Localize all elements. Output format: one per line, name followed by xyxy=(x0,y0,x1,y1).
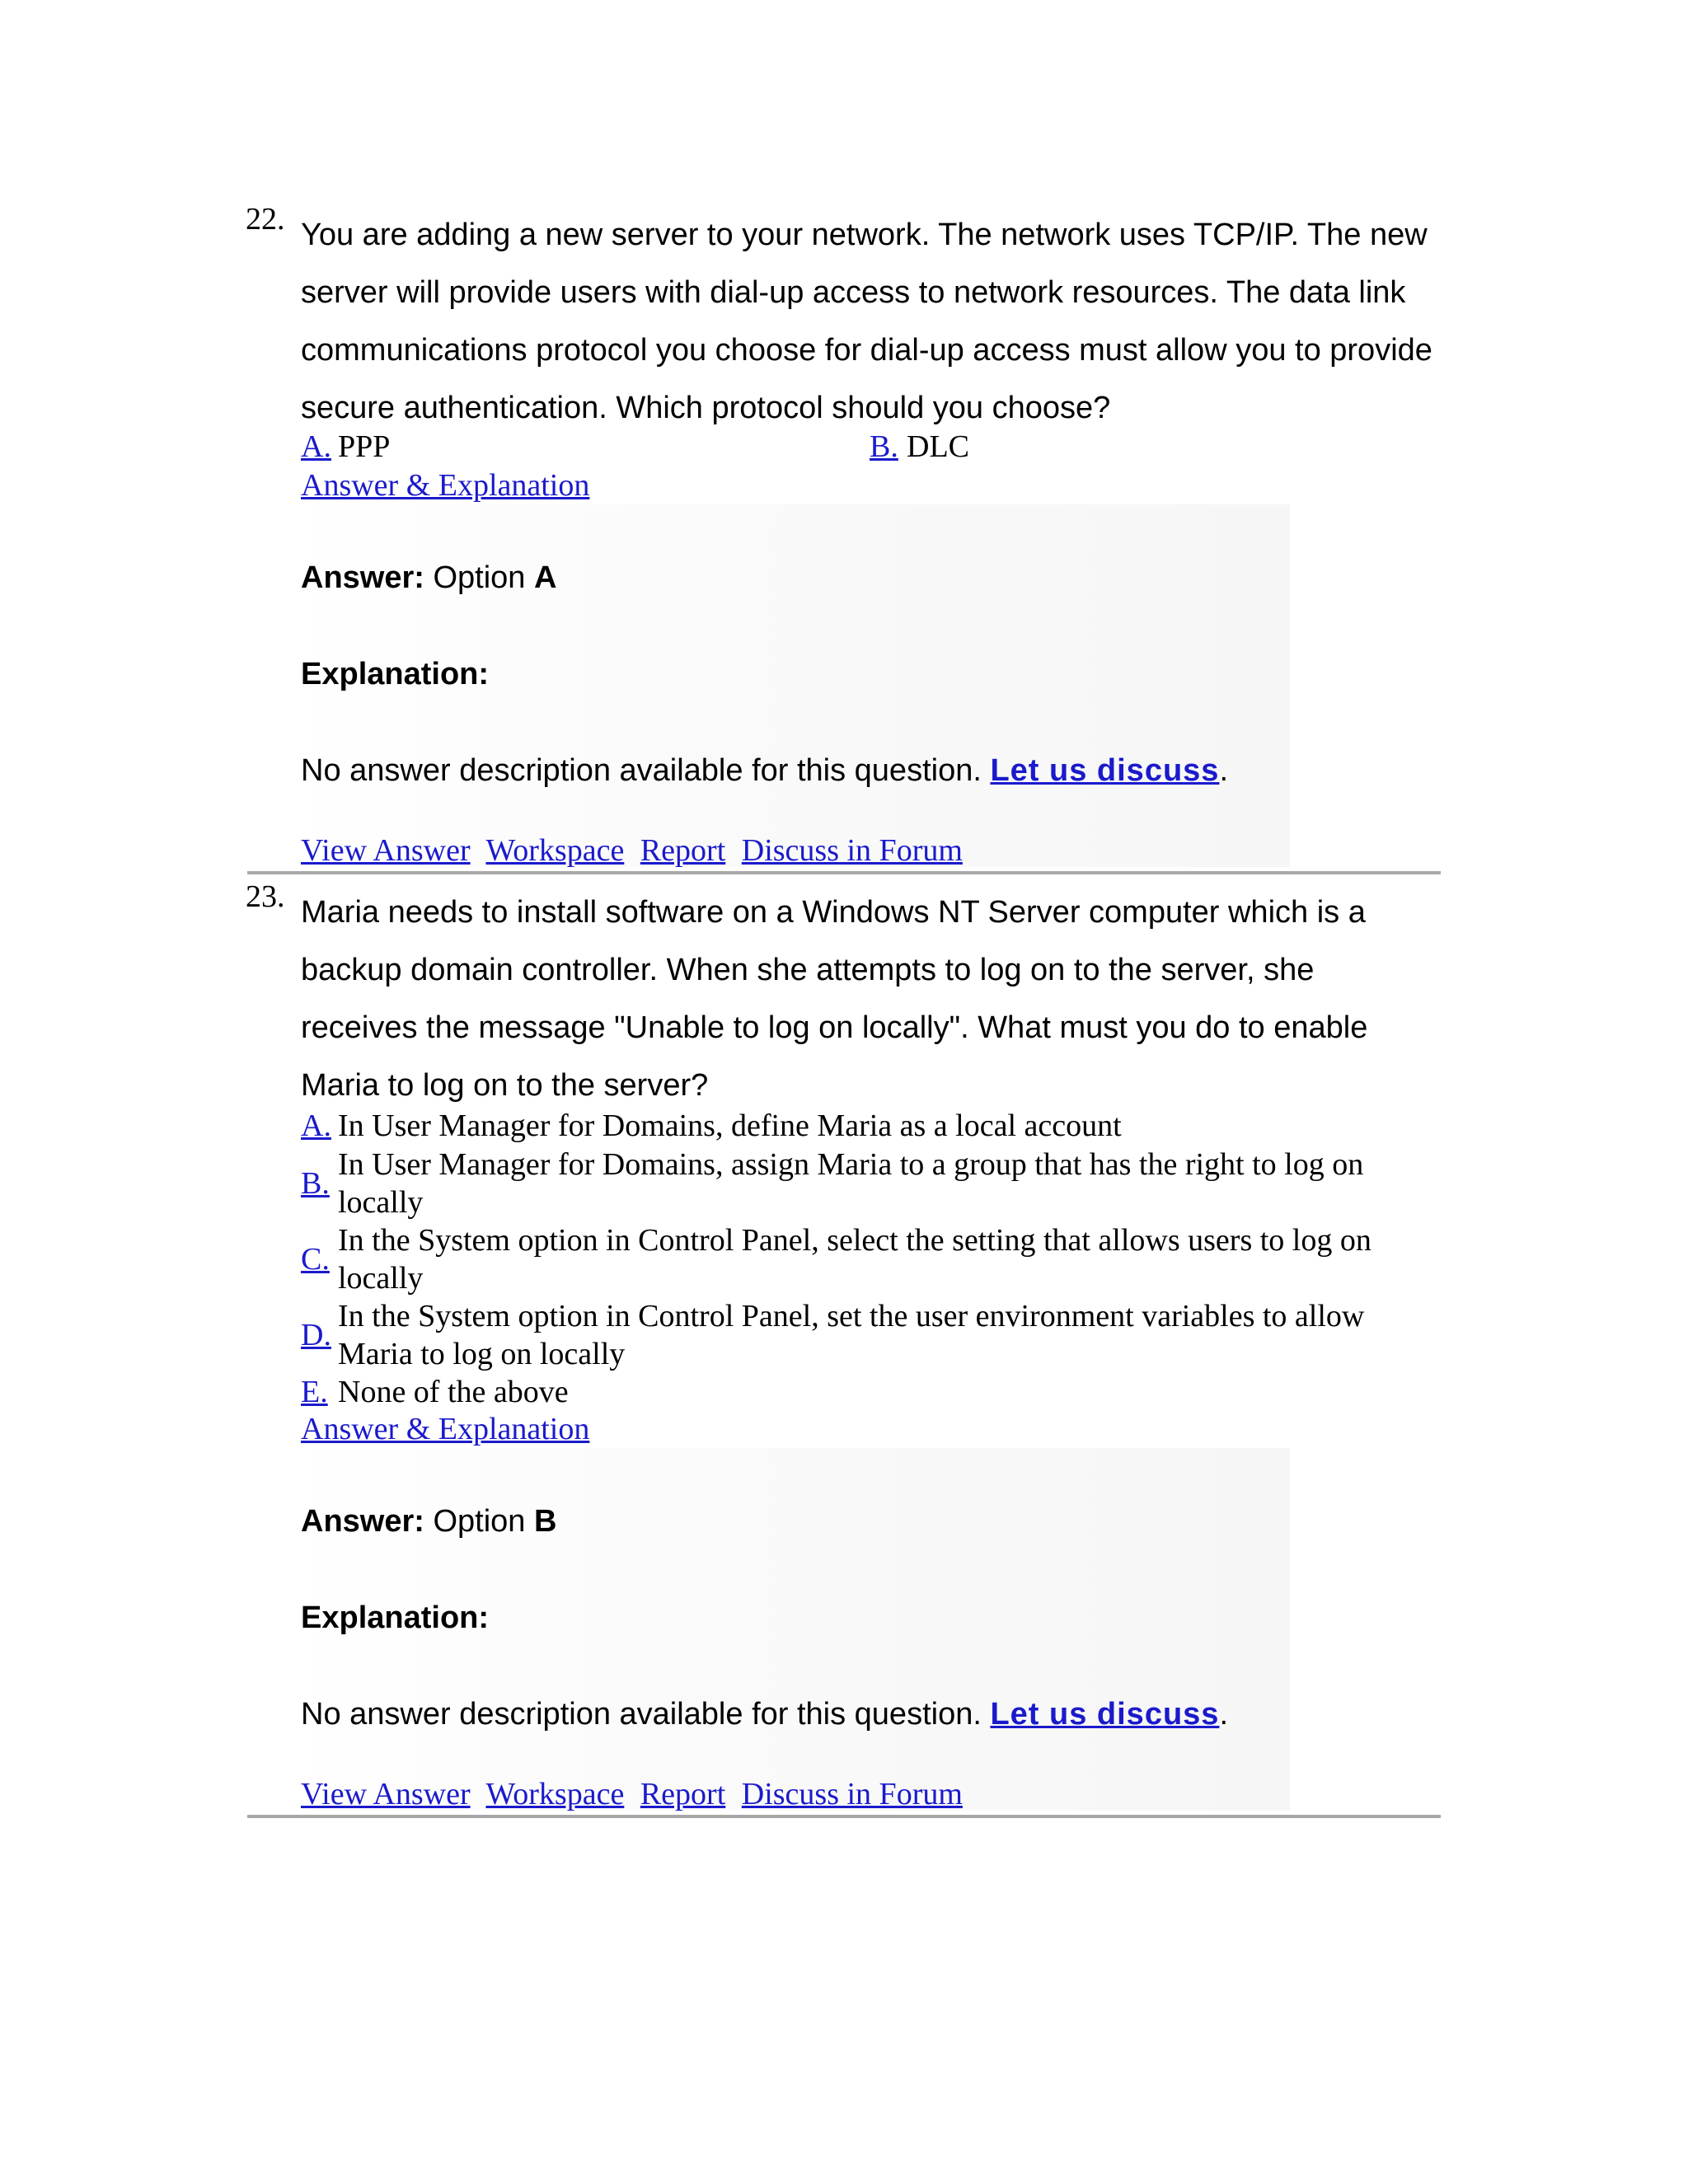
option-letter-link[interactable]: A. xyxy=(301,1108,331,1143)
option-letter-link[interactable]: B. xyxy=(870,429,898,464)
option-c[interactable] xyxy=(301,1221,1409,1297)
discuss-in-forum-link[interactable]: Discuss in Forum xyxy=(741,1777,963,1811)
answer-label: Answer: xyxy=(301,1504,424,1539)
period: . xyxy=(1219,1697,1228,1732)
report-link[interactable]: Report xyxy=(640,833,726,868)
explanation-label: Explanation: xyxy=(301,1601,490,1635)
question-number: 22. xyxy=(246,202,285,237)
option-b[interactable] xyxy=(870,429,969,465)
report-link[interactable]: Report xyxy=(640,1777,726,1811)
option-letter-link[interactable]: D. xyxy=(301,1318,331,1352)
explanation-text-line xyxy=(301,1697,1228,1732)
let-us-discuss-link[interactable]: Let us discuss xyxy=(990,1697,1220,1732)
answer-prefix: Option xyxy=(433,560,526,595)
answer-line xyxy=(301,560,556,596)
divider xyxy=(247,871,1441,874)
option-letter-link[interactable]: A. xyxy=(301,429,331,464)
option-text: None of the above xyxy=(338,1375,569,1409)
option-text: DLC xyxy=(907,429,969,464)
option-letter-link[interactable]: B. xyxy=(301,1166,330,1201)
answer-prefix: Option xyxy=(433,1504,526,1539)
explanation-text: No answer description available for this question. xyxy=(301,1697,982,1732)
option-text: In the System option in Control Panel, set the user environment variables to allow Maria to log on locally xyxy=(338,1299,1365,1371)
question-stem: Maria needs to install software on a Windows NT Server computer which is a backup domain controller. When she attempts to log on to the server, she receives the message "Unable to log on locally". What must you do to enable Maria to log on to the server? xyxy=(301,895,1368,1103)
option-a[interactable] xyxy=(301,429,390,465)
option-letter-link[interactable]: E. xyxy=(301,1375,328,1409)
option-text: In the System option in Control Panel, select the setting that allows users to log on locally xyxy=(338,1223,1372,1296)
divider xyxy=(247,1815,1441,1818)
view-answer-link[interactable]: View Answer xyxy=(301,833,471,868)
answer-value: B xyxy=(534,1504,557,1539)
answer-line xyxy=(301,1504,556,1540)
explanation-text-line xyxy=(301,753,1228,789)
option-text: In User Manager for Domains, assign Maria to a group that has the right to log on locally xyxy=(338,1147,1364,1220)
workspace-link[interactable]: Workspace xyxy=(485,833,625,868)
answer-explanation-link[interactable]: Answer & Explanation xyxy=(301,1412,590,1446)
question-stem: You are adding a new server to your network. The network uses TCP/IP. The new server will provide users with dial-up access to network resources. The data link communications protocol you choose for dial-up access must allow you to provide secure authentication. Which protocol should you choose? xyxy=(301,218,1432,425)
answer-value: A xyxy=(534,560,557,595)
let-us-discuss-link[interactable]: Let us discuss xyxy=(990,753,1220,788)
option-a[interactable] xyxy=(301,1107,1409,1145)
footer-links xyxy=(301,832,971,869)
option-e[interactable] xyxy=(301,1373,1409,1411)
option-d[interactable] xyxy=(301,1297,1409,1373)
answer-explanation-link[interactable]: Answer & Explanation xyxy=(301,468,590,503)
explanation-label: Explanation: xyxy=(301,657,490,691)
period: . xyxy=(1219,753,1228,788)
option-text: In User Manager for Domains, define Maria as a local account xyxy=(338,1108,1122,1143)
option-text: PPP xyxy=(338,429,391,464)
question-number: 23. xyxy=(246,879,285,914)
explanation-text: No answer description available for this question. xyxy=(301,753,982,788)
answer-label: Answer: xyxy=(301,560,424,595)
workspace-link[interactable]: Workspace xyxy=(485,1777,625,1811)
option-letter-link[interactable]: C. xyxy=(301,1242,330,1277)
option-b[interactable] xyxy=(301,1146,1409,1221)
view-answer-link[interactable]: View Answer xyxy=(301,1777,471,1811)
footer-links xyxy=(301,1776,971,1812)
discuss-in-forum-link[interactable]: Discuss in Forum xyxy=(741,833,963,868)
